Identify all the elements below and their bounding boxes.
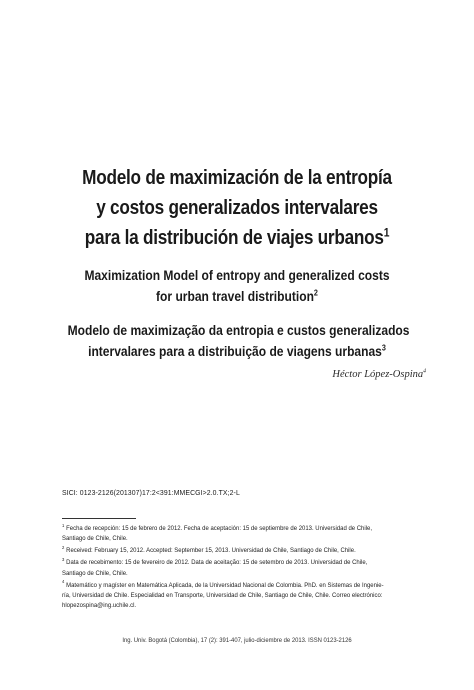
title-portuguese-line: Modelo de maximização da entropia e custos generalizados [67, 322, 410, 338]
footnote-marker: 3 [381, 342, 386, 353]
footnote-marker: 2 [313, 287, 318, 298]
footnote-1: $^1$ Fecha de recepción: 15 de febrero de 2012. Fecha de aceptación: 15 de septiembre de 2013. Universidad de Chile, Santiago de Chile, Chile. [62, 522, 373, 543]
title-english [68, 265, 407, 307]
sici-identifier: SICI: 0123-2126(201307)17:2<391:MMECGI>2.0.TX;2-L [62, 488, 240, 497]
title-portuguese-line: intervalares para a distribuição de viagens urbanas$^3$ [88, 342, 386, 359]
footnote-divider [62, 518, 136, 519]
author-name: Héctor López-Ospina$^4$ [332, 368, 426, 380]
title-spanish [68, 163, 407, 253]
footnotes [62, 524, 415, 613]
footnote-4: $^4$ Matemático y magíster en Matemática Aplicada, de la Universidad Nacional de Colombia. PhD. en Sistemas de Ingenie- ría, Universidad de Chile. Especialidad en Transporte, Universidad de Chile, Santiago de Chile, Chile. Correo electrónico: hlopezospina@ing.uchile.cl. [62, 581, 415, 612]
footnote-2: $^2$ Received: February 15, 2012. Accepted: September 15, 2013. Universidad de Chile, Santiago de Chile, Chile. [62, 545, 356, 555]
title-spanish-line: Modelo de maximización de la entropía [82, 167, 392, 189]
author-email-link[interactable]: hlopezospina@ing.uchile.cl. [62, 602, 137, 610]
title-english-line: Maximization Model of entropy and generalized costs [84, 267, 390, 283]
footnote-3: $^3$ Data de recebimento: 15 de fevereiro de 2012. Data de aceitação: 15 de setembro de 2013. Universidad de Chile, Santiago de Chile, Chile. [62, 557, 368, 577]
title-english-line: for urban travel distribution$^2$ [156, 287, 318, 304]
journal-citation-footer: Ing. Univ. Bogotá (Colombia), 17 (2): 391-407, julio-diciembre de 2013. ISSN 0123-2126 [122, 637, 352, 644]
footnote-marker: 1 [383, 225, 390, 240]
title-spanish-line: para la distribución de viajes urbanos$^1$ [84, 225, 390, 249]
title-portuguese [67, 320, 410, 362]
footnote-marker: 4 [423, 368, 426, 375]
title-spanish-line: y costos generalizados intervalares [96, 197, 378, 219]
